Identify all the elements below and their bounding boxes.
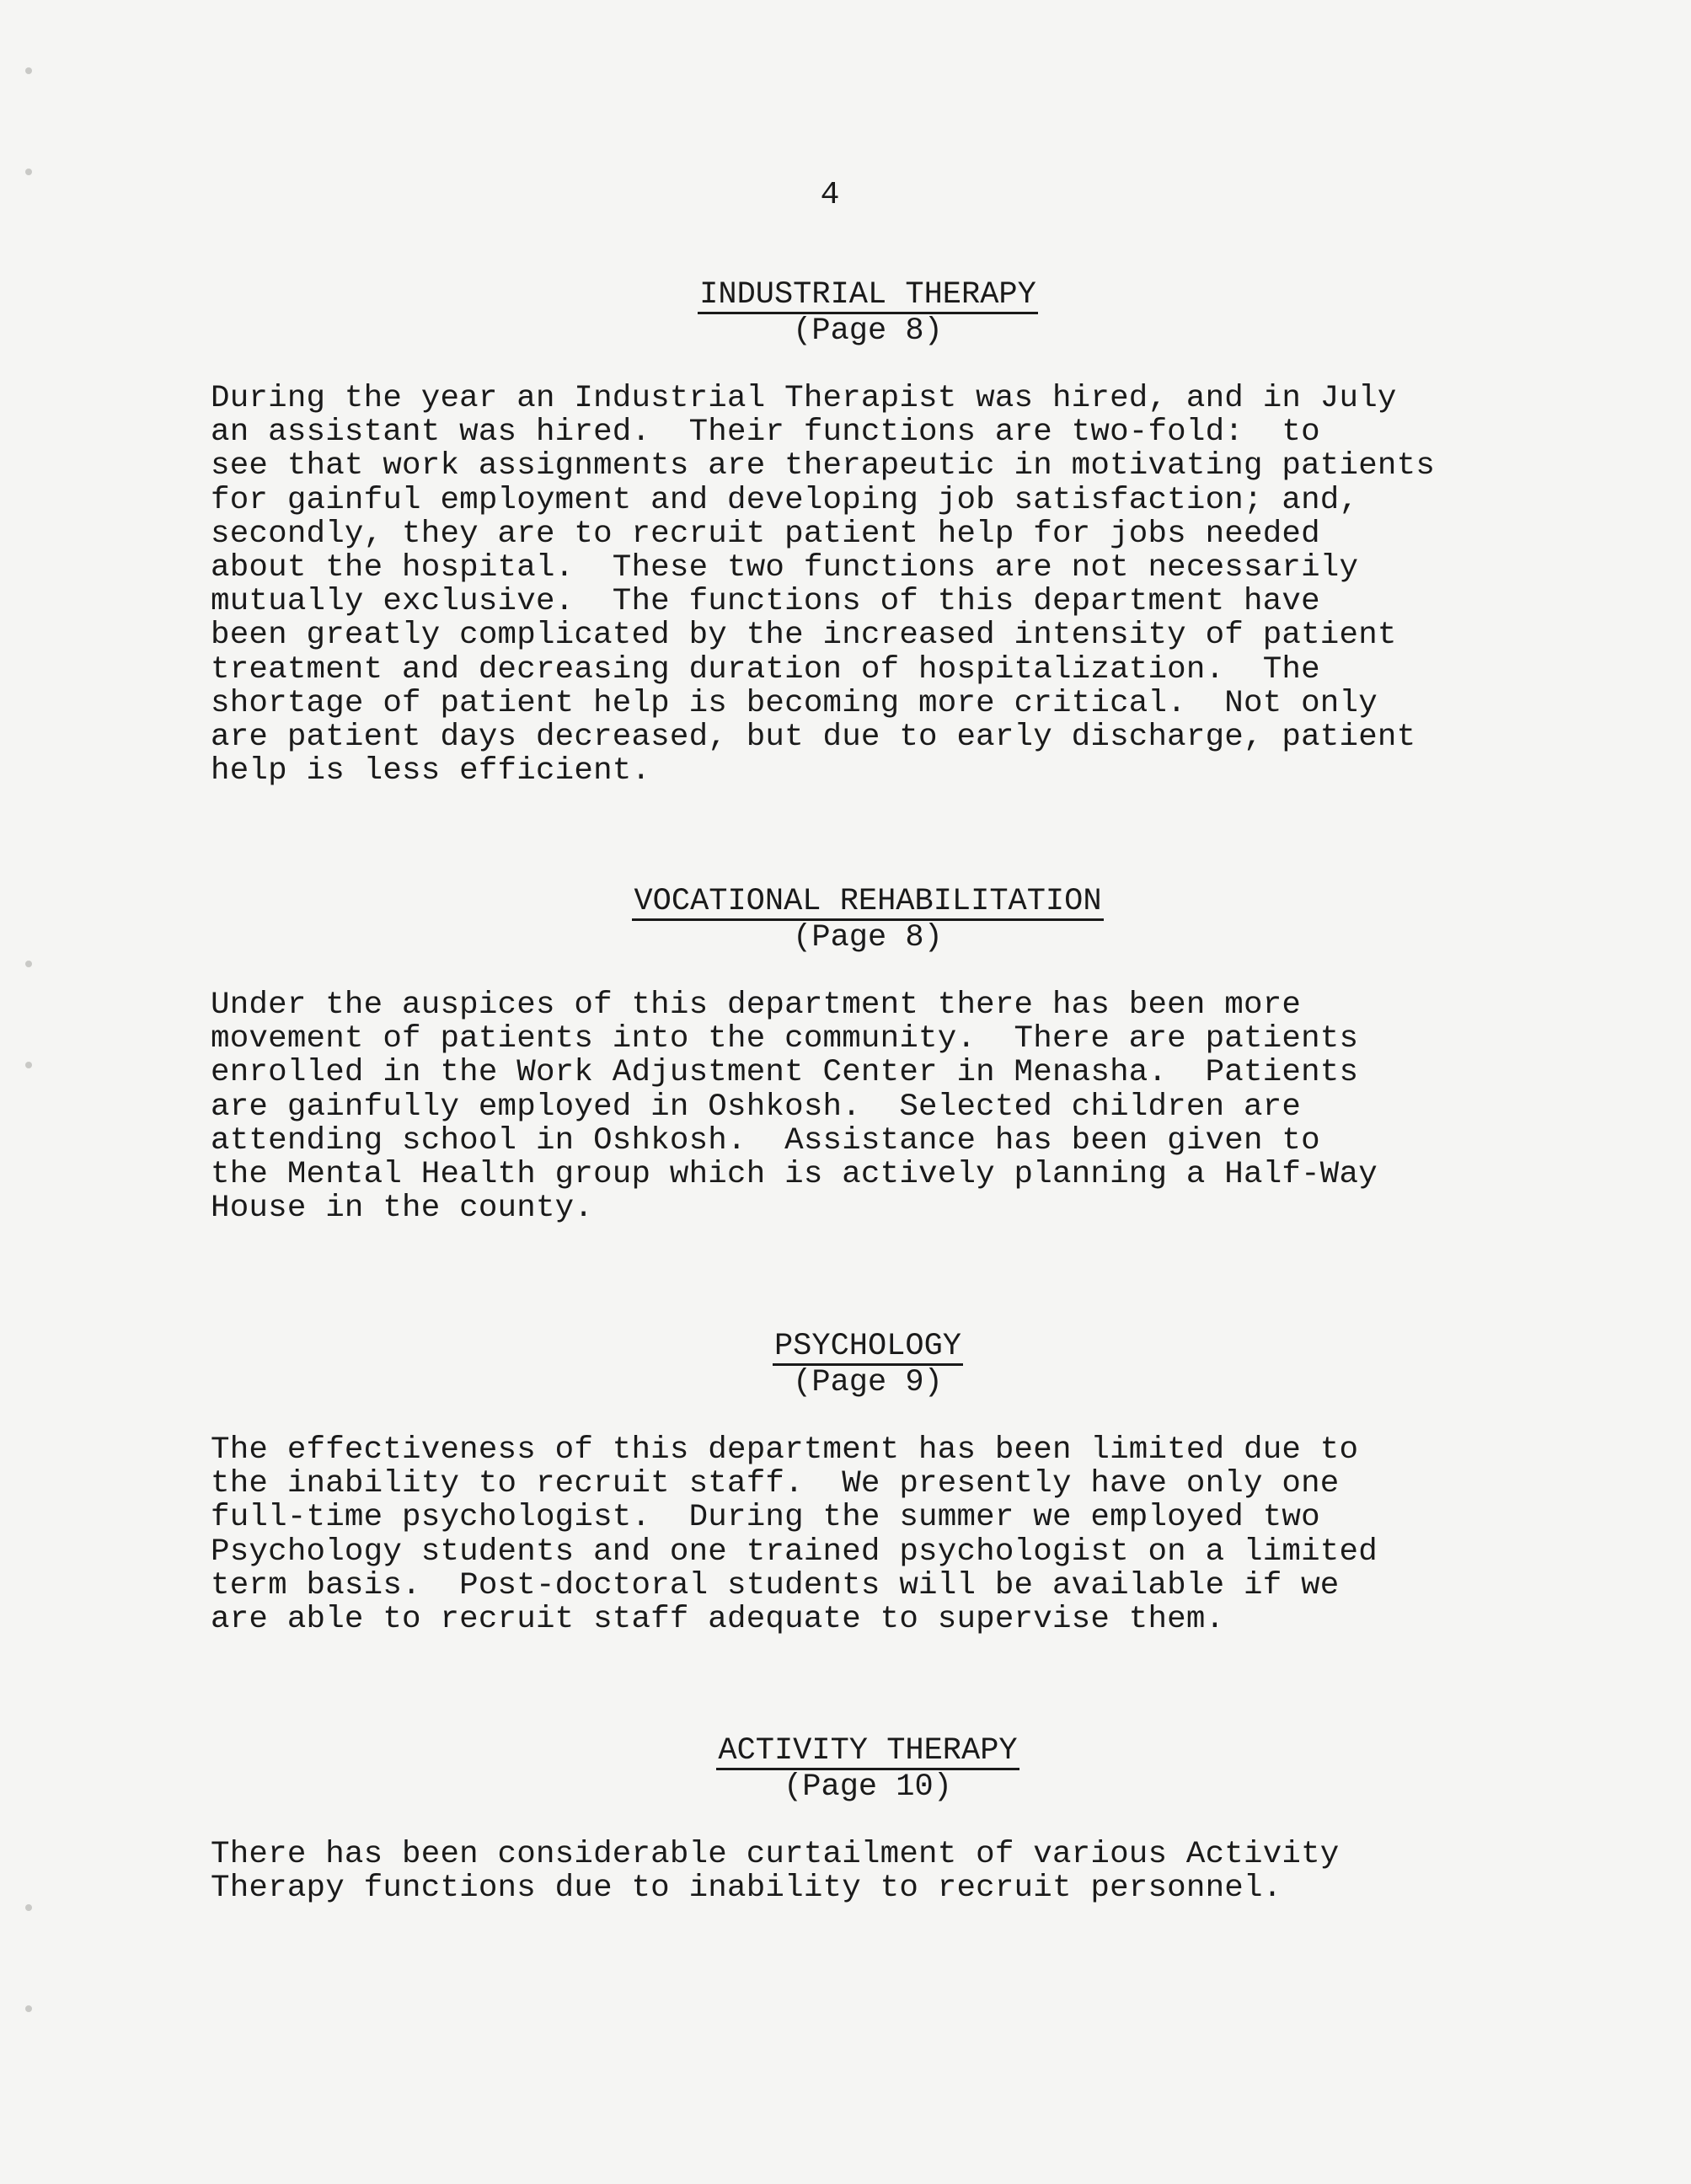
section-industrial-therapy <box>211 278 1525 788</box>
section-title: PSYCHOLOGY <box>773 1329 962 1364</box>
punch-mark <box>25 67 32 74</box>
punch-mark <box>25 1062 32 1068</box>
section-page-ref: (Page 8) <box>793 313 943 349</box>
section-heading <box>211 278 1525 348</box>
section-page-ref: (Page 10) <box>784 1769 952 1805</box>
section-title: INDUSTRIAL THERAPY <box>699 277 1036 313</box>
punch-mark <box>25 1904 32 1911</box>
section-body: There has been considerable curtailment of various Activity Therapy functions due to inability to recruit personnel. <box>211 1837 1340 1907</box>
section-body: During the year an Industrial Therapist was hired, and in July an assistant was hired. Their functions are two-fold: to see that work assignments are therapeutic in motivating patients for gainful employment and developing job satisfaction; and, secondly, they are to recruit patient help for jobs needed about the hospital. These two functions are not necessarily mutually exclusive. The functions of this department have been greatly complicated by the increased intensity of patient treatment and decreasing duration of hospitalization. The shortage of patient help is becoming more critical. Not only are patient days decreased, but due to early discharge, patient help is less efficient. <box>211 381 1436 790</box>
punch-mark <box>25 2005 32 2012</box>
section-psychology <box>211 1330 1525 1636</box>
page-number: 4 <box>820 177 840 213</box>
section-title: ACTIVITY THERAPY <box>718 1733 1018 1769</box>
section-title: VOCATIONAL REHABILITATION <box>634 884 1102 919</box>
section-body: The effectiveness of this department has been limited due to the inability to recruit staff. We presently have only one full-time psychologist. During the summer we employed two Psychology students and one trained psychologist on a limited term basis. Post-doctoral students will be available if we are able to recruit staff adequate to supervise them. <box>211 1432 1378 1638</box>
section-vocational-rehabilitation <box>211 885 1525 1225</box>
punch-mark <box>25 961 32 967</box>
section-heading <box>211 1734 1525 1804</box>
section-page-ref: (Page 8) <box>793 920 943 956</box>
section-body: Under the auspices of this department there has been more movement of patients into the community. There are patients enrolled in the Work Adjustment Center in Menasha. Patients are gainfully employed in Oshkosh. Selected children are attending school in Oshkosh. Assistance has been given to the Mental Health group which is actively planning a Half-Way House in the county. <box>211 988 1378 1227</box>
section-page-ref: (Page 9) <box>793 1365 943 1400</box>
section-heading <box>211 1330 1525 1400</box>
section-activity-therapy <box>211 1734 1525 1905</box>
punch-mark <box>25 169 32 175</box>
section-heading <box>211 885 1525 955</box>
